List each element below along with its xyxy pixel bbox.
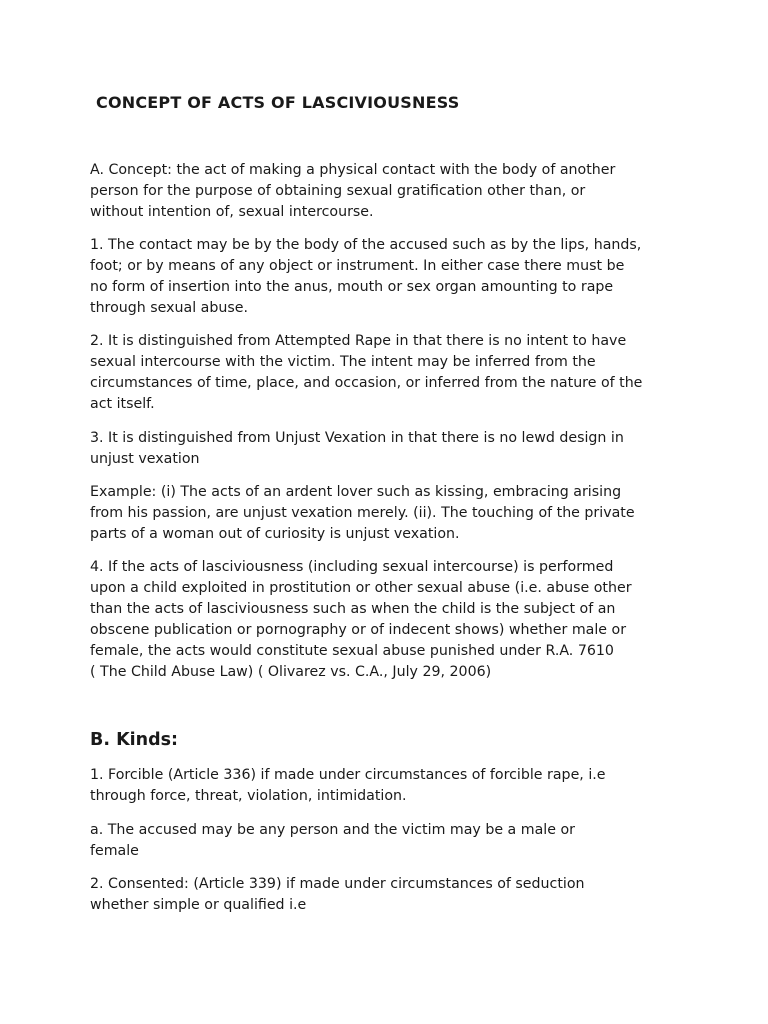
paragraph-item-2: 2. It is distinguished from Attempted Rape in that there is no intent to have sexual intercourse with the victim. The intent may be inferred from the circumstances of time, place, and occasion, or inferred from the nature of the act itself.: [90, 333, 643, 412]
paragraph-item-1: 1. The contact may be by the body of the accused such as by the lips, hands, foot; or by means of any object or instrument. In either case there must be no form of insertion into the anus, mouth or sex organ amounting to rape through sexual abuse.: [90, 237, 642, 316]
concept-paragraph: A. Concept: the act of making a physical contact with the body of another person for the purpose of obtaining sexual gratification other than, or without intention of, sexual intercourse.: [90, 162, 616, 220]
kinds-item-1: 1. Forcible (Article 336) if made under circumstances of forcible rape, i.e through force, threat, violation, intimidation.: [90, 767, 606, 804]
kinds-item-2: 2. Consented: (Article 339) if made under circumstances of seduction whether simple or qualified i.e: [90, 876, 585, 913]
document-title: CONCEPT OF ACTS OF LASCIVIOUSNESS: [96, 93, 460, 112]
kinds-heading: B. Kinds:: [90, 730, 179, 750]
paragraph-item-4: 4. If the acts of lasciviousness (including sexual intercourse) is performed upon a child exploited in prostitution or other sexual abuse (i.e. abuse other than the acts of lasciviousness such as when the child is the subject of an obscene publication or pornography or of indecent shows) whether male or female, the acts would constitute sexual abuse punished under R.A. 7610 ( The Child Abuse Law) ( Olivarez vs. C.A., July 29, 2006): [90, 559, 632, 680]
kinds-item-1a: a. The accused may be any person and the victim may be a male or female: [90, 822, 575, 859]
paragraph-item-3: 3. It is distinguished from Unjust Vexation in that there is no lewd design in unjust vexation: [90, 430, 624, 467]
example-paragraph: Example: (i) The acts of an ardent lover such as kissing, embracing arising from his passion, are unjust vexation merely. (ii). The touching of the private parts of a woman out of curiosity is unjust vexation.: [90, 484, 635, 542]
